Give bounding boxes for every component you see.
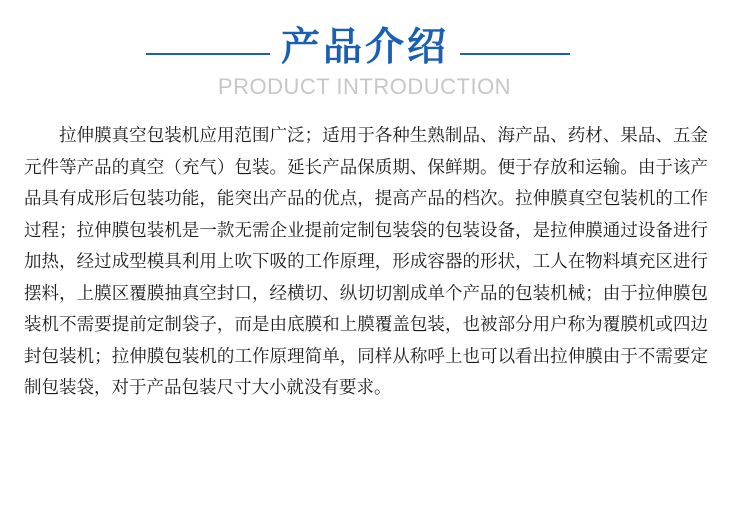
section-header [0, 14, 729, 104]
product-description: 拉伸膜真空包装机应用范围广泛；适用于各种生熟制品、海产品、药材、果品、五金元件等产品的真空（充气）包装。延长产品保质期、保鲜期。便于存放和运输。由于该产品具有成形后包装功能，能突出产品的优点，提高产品的档次。拉伸膜真空包装机的工作过程；拉伸膜包装机是一款无需企业提前定制包装袋的包装设备，是拉伸膜通过设备进行加热，经过成型模具利用上吹下吸的工作原理，形成容器的形状，工人在物料填充区进行摆料，上膜区覆膜抽真空封口，经横切、纵切切割成单个产品的包装机械；由于拉伸膜包装机不需要提前定制袋子，而是由底膜和上膜覆盖包装，也被部分用户称为覆膜机或四边封包装机；拉伸膜包装机的工作原理简单，同样从称呼上也可以看出拉伸膜由于不需要定制包装袋，对于产品包装尺寸大小就没有要求。 [24, 126, 708, 398]
section-subtitle: PRODUCT INTRODUCTION [217, 74, 512, 99]
title-divider-right [460, 53, 570, 55]
section-title: 产品介绍 [280, 25, 449, 70]
title-row [0, 20, 729, 76]
title-divider-left [146, 53, 270, 55]
